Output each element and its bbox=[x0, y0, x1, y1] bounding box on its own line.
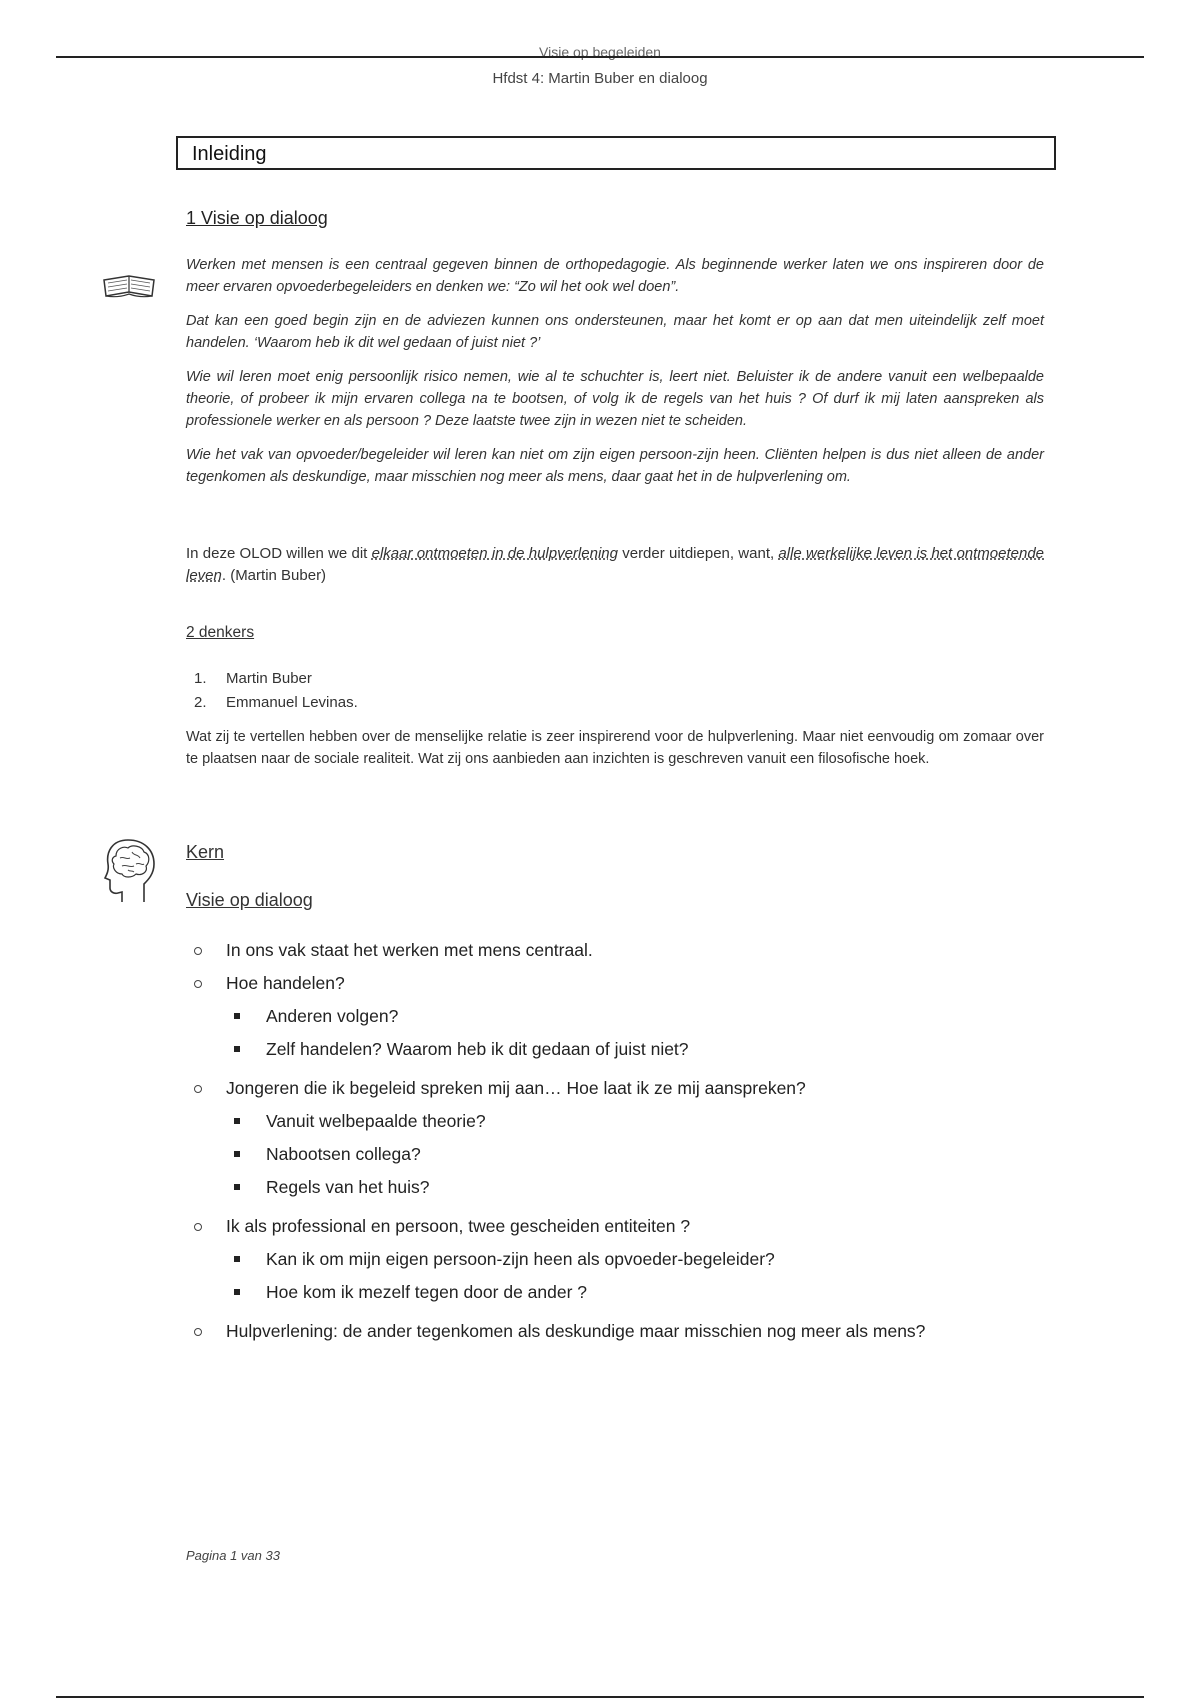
intro-paragraphs bbox=[186, 254, 1044, 500]
bullet-item: Jongeren die ik begeleid spreken mij aan… Hoe laat ik ze mij aanspreken? bbox=[186, 1072, 1086, 1105]
intro-paragraph: Wie wil leren moet enig persoonlijk risico nemen, wie al te schuchter is, leert niet. Beluister ik de andere vanuit een welbepaalde theorie, of probeer ik mijn ervaren collega na te bootsen, of volg ik de regels van het huis ? Of durf ik mij laten aanspreken als professionele werker en als persoon ? Deze laatste twee zijn in wezen niet te scheiden. bbox=[186, 369, 1044, 429]
thinkers-paragraph-wrap bbox=[186, 726, 1044, 770]
bullet-item: Hulpverlening: de ander tegenkomen als deskundige maar misschien nog meer als mens? bbox=[186, 1315, 1086, 1348]
section-title: Inleiding bbox=[192, 143, 267, 165]
sub-bullet-item: Vanuit welbepaalde theorie? bbox=[186, 1105, 1086, 1138]
thinkers-paragraph: Wat zij te vertellen hebben over de menselijke relatie is zeer inspirerend voor de hulpverlening. Maar niet eenvoudig om zomaar over te plaatsen naar de sociale realiteit. Wat zij ons aanbieden aan inzichten is geschreven vanuit een filosofische hoek. bbox=[186, 729, 1044, 767]
open-book-icon bbox=[100, 268, 158, 302]
list-number: 1. bbox=[194, 670, 207, 687]
kern-heading: Kern bbox=[186, 842, 225, 862]
bullet-item: Hoe handelen? bbox=[186, 967, 1086, 1000]
sub-bullet-item: Anderen volgen? bbox=[186, 1000, 1086, 1033]
brain-head-icon bbox=[102, 836, 158, 904]
buber-quote: alle werkelijke leven is het ontmoetende leven bbox=[186, 545, 1045, 584]
thinkers-list bbox=[186, 667, 1044, 715]
kern-subheading: Visie op dialoog bbox=[186, 890, 313, 910]
olod-paragraph bbox=[186, 543, 1044, 587]
intro-section bbox=[186, 208, 1044, 229]
list-number: 2. bbox=[194, 694, 207, 711]
intro-paragraph: Werken met mensen is een centraal gegeven binnen de orthopedagogie. Als beginnende werker laten we ons inspireren door de meer ervaren opvoederbegeleiders en denken we: “Zo wil het ook wel doen”. bbox=[186, 257, 1044, 295]
page-number: Pagina 1 van 33 bbox=[186, 1548, 280, 1563]
intro-paragraph: Wie het vak van opvoeder/begeleider wil leren kan niet om zijn eigen persoon-zijn heen. Cliënten helpen is dus niet alleen de ander tegenkomen als deskundige, maar misschien nog meer als mens, daar gaat het in de hulpverlening om. bbox=[186, 447, 1044, 485]
intro-paragraph: Dat kan een goed begin zijn en de adviezen kunnen ons ondersteunen, maar het komt er op aan dat men uiteindelijk zelf moet handelen. ‘Waarom heb ik dit wel gedaan of juist niet ?’ bbox=[186, 313, 1044, 351]
intro-heading: 1 Visie op dialoog bbox=[186, 208, 328, 228]
footer-rule bbox=[56, 1696, 1144, 1698]
thinkers-section bbox=[186, 624, 1044, 642]
bullet-item: In ons vak staat het werken met mens centraal. bbox=[186, 934, 1086, 967]
running-header-subtitle: Hfdst 4: Martin Buber en dialoog bbox=[492, 70, 708, 87]
thinker-name: Martin Buber bbox=[226, 670, 312, 687]
kern-bullet-list bbox=[186, 934, 1086, 1348]
sub-bullet-item: Hoe kom ik mezelf tegen door de ander ? bbox=[186, 1276, 1086, 1309]
bullet-item: Ik als professional en persoon, twee gescheiden entiteiten ? bbox=[186, 1210, 1086, 1243]
sub-bullet-item: Nabootsen collega? bbox=[186, 1138, 1086, 1171]
list-item bbox=[186, 691, 1044, 715]
sub-bullet-item: Kan ik om mijn eigen persoon-zijn heen als opvoeder-begeleider? bbox=[186, 1243, 1086, 1276]
olod-emphasis: elkaar ontmoeten in de hulpverlening bbox=[371, 545, 618, 562]
olod-text: verder uitdiepen, want, bbox=[617, 545, 779, 562]
header-rule bbox=[56, 56, 1144, 58]
olod-text: In deze OLOD willen we dit bbox=[186, 545, 372, 562]
olod-text: . (Martin Buber) bbox=[221, 567, 327, 584]
list-item bbox=[186, 667, 1044, 691]
section-title-box bbox=[176, 136, 1056, 170]
sub-bullet-item: Regels van het huis? bbox=[186, 1171, 1086, 1204]
thinker-name: Emmanuel Levinas. bbox=[226, 694, 358, 711]
sub-bullet-item: Zelf handelen? Waarom heb ik dit gedaan of juist niet? bbox=[186, 1033, 1086, 1066]
kern-section bbox=[186, 842, 1044, 863]
thinkers-heading: 2 denkers bbox=[186, 624, 255, 641]
thinkers-list-wrap bbox=[186, 667, 1044, 715]
kern-sub-section bbox=[186, 890, 1044, 911]
running-header-title: Visie op begeleiden bbox=[539, 44, 661, 60]
